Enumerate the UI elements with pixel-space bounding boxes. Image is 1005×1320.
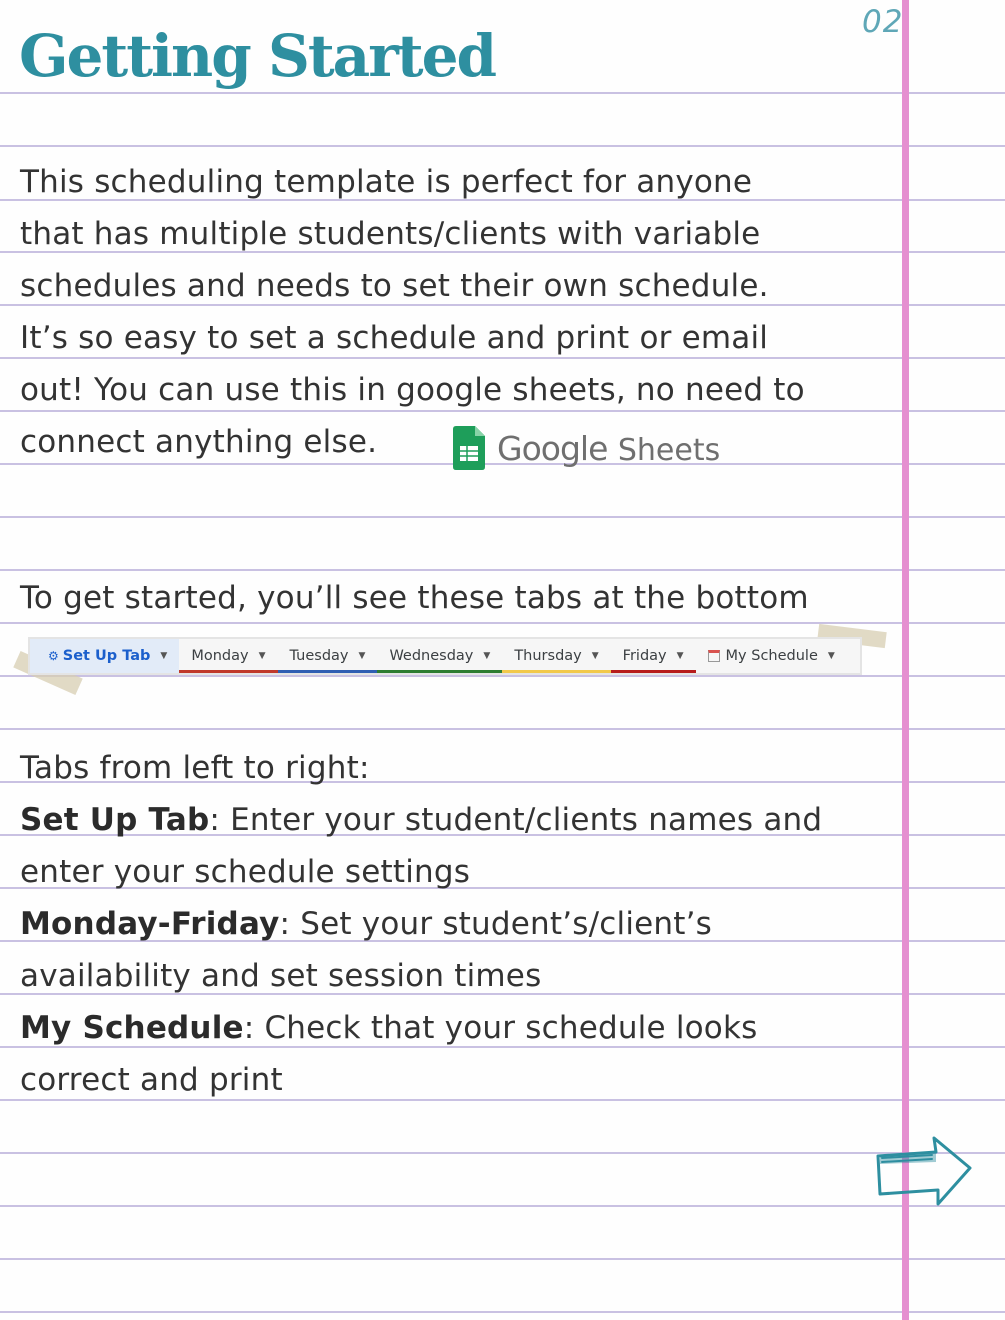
description-line: enter your schedule settings <box>20 854 471 890</box>
intro-line: out! You can use this in google sheets, no need to <box>20 372 805 408</box>
description-my-schedule: My Schedule: Check that your schedule looks <box>20 1010 758 1046</box>
description-line: correct and print <box>20 1062 283 1098</box>
tab-wednesday[interactable] <box>377 639 502 673</box>
page-number: 02 <box>862 4 904 40</box>
tabs-heading: Tabs from left to right: <box>20 750 370 786</box>
tab-label: Tuesday <box>289 648 349 664</box>
tab-label: Friday <box>622 648 667 664</box>
chevron-down-icon: ▼ <box>160 651 168 661</box>
tab-color-bar <box>179 670 277 673</box>
gear-icon: ⚙ <box>48 649 59 663</box>
intro-line: schedules and needs to set their own schedule. <box>20 268 769 304</box>
tab-label: My Schedule <box>725 648 818 664</box>
intro-line: connect anything else. <box>20 424 378 460</box>
tab-label: Wednesday <box>389 648 474 664</box>
page-title: Getting Started <box>19 22 496 90</box>
tab-label: Monday <box>191 648 249 664</box>
margin-line <box>902 0 909 1320</box>
tabs-intro: To get started, you’ll see these tabs at the bottom <box>20 580 809 616</box>
tab-friday[interactable] <box>611 639 696 673</box>
intro-line: that has multiple students/clients with variable <box>20 216 761 252</box>
chevron-down-icon: ▼ <box>676 651 684 661</box>
google-sheets-logo <box>453 426 720 470</box>
tab-color-bar <box>502 670 610 673</box>
intro-line: This scheduling template is perfect for anyone <box>20 164 753 200</box>
tab-label: Set Up Tab <box>62 648 151 664</box>
tab-thursday[interactable] <box>502 639 610 673</box>
tab-set-up[interactable] <box>30 639 179 673</box>
google-sheets-icon <box>453 426 485 470</box>
chevron-down-icon: ▼ <box>358 651 366 661</box>
tab-tuesday[interactable] <box>278 639 378 673</box>
arrow-right-icon[interactable] <box>872 1134 976 1210</box>
chevron-down-icon: ▼ <box>483 651 491 661</box>
tab-color-bar <box>377 670 502 673</box>
calendar-icon <box>708 650 720 662</box>
description-monday-friday: Monday-Friday: Set your student’s/client’s <box>20 906 713 942</box>
chevron-down-icon: ▼ <box>827 651 835 661</box>
chevron-down-icon: ▼ <box>591 651 599 661</box>
tab-my-schedule[interactable] <box>696 639 847 673</box>
description-line: availability and set session times <box>20 958 542 994</box>
tab-color-bar <box>611 670 696 673</box>
sheet-tab-bar <box>28 637 862 675</box>
intro-line: It’s so easy to set a schedule and print or email <box>20 320 769 356</box>
tab-label: Thursday <box>514 648 582 664</box>
tab-monday[interactable] <box>179 639 277 673</box>
google-sheets-wordmark: Google Sheets <box>497 428 721 468</box>
description-set-up: Set Up Tab: Enter your student/clients names and <box>20 802 823 838</box>
tab-color-bar <box>278 670 378 673</box>
chevron-down-icon: ▼ <box>258 651 266 661</box>
